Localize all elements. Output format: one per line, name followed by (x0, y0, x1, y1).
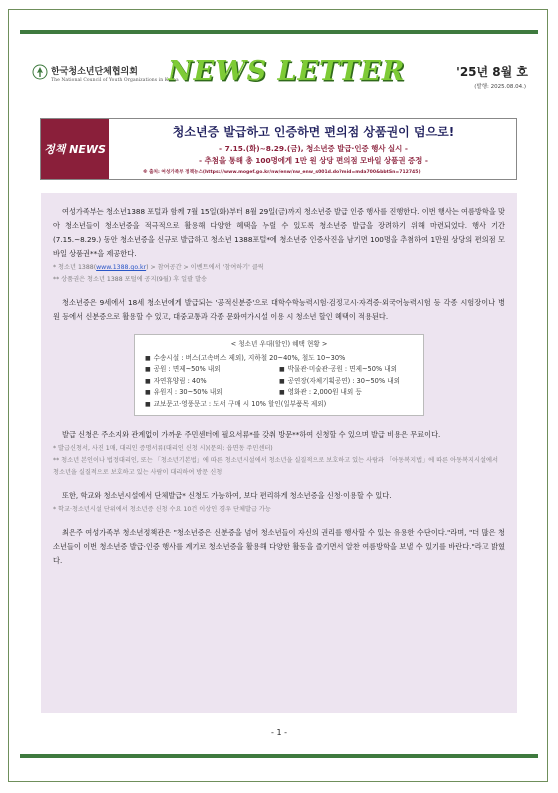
paragraph-3: 발급 신청은 주소지와 관계없이 가까운 주민센터에 필요서류*를 갖춰 방문**하여 신청할 수 있으며 발급 비용은 무료이다. (62, 430, 441, 439)
headline-main: 청소년증 발급하고 인증하면 편의점 상품권이 덤으로! (172, 125, 455, 139)
headline-text (109, 119, 516, 179)
org-name-ko: 한국청소년단체협의회 (51, 67, 138, 77)
portal-link[interactable]: www.1388.go.kr (96, 264, 147, 271)
bullet-square-icon: ■ (145, 400, 151, 408)
bullet-square-icon: ■ (279, 389, 285, 396)
bullet-square-icon: ■ (279, 377, 285, 385)
bullet-square-icon: ■ (145, 377, 151, 385)
benefit-forest: 자연휴양림 : 40% (153, 376, 207, 385)
benefit-bookstore: 교보문고·영풍문고 : 도서 구매 시 10% 할인(일부품목 제외) (153, 399, 327, 408)
benefit-theater: 공연장(자체기획공연) : 30~50% 내외 (287, 376, 400, 385)
benefit-museum: 박물관·미술관·공원 : 면제~50% 내외 (287, 365, 397, 373)
newsletter-title: NEWS LETTER (168, 56, 406, 87)
bullet-square-icon: ■ (145, 389, 151, 396)
paragraph-2: 청소년증은 9세에서 18세 청소년에게 발급되는 '공적신분증'으로 대학수학능력시험·검정고시·자격증·외국어능력시험 등 각종 시험장이나 병원 등에서 신분증으로 활용할 수 있고, 대중교통과 각종 문화여가시설 이용 시 청소년 할인 혜택이 적용된다. (53, 298, 505, 321)
note-3: * 발급신청서, 사진 1매, 대리인 증명서류(대리인 신청 시)(문의: 읍면동 주민센터) (53, 445, 273, 452)
paragraph-4: 또한, 학교와 청소년시설에서 단체발급* 신청도 가능하여, 보다 편리하게 청소년증을 신청·이용할 수 있다. (62, 491, 392, 500)
note-1-prefix: * 청소년 1388( (53, 264, 97, 271)
bullet-square-icon: ■ (279, 366, 285, 373)
note-4: ** 청소년 본인이나 법정대리인, 또는 「청소년기본법」에 따른 청소년시설에서 청소년을 실질적으로 보호하고 있는 사람과 「아동복지법」에 따른 아동복지시설에서 청소년을 실질적으로 보호하고 있는 사람이 대리하여 방문 신청 (53, 457, 498, 476)
org-logo-icon (32, 64, 48, 80)
benefit-amusement: 유원지 : 30~50% 내외 (153, 388, 223, 396)
issue-date: (발행: 2025.08.04.) (474, 84, 526, 90)
note-1 (53, 262, 505, 274)
bottom-divider (20, 754, 538, 758)
headline-sub-2: - 추첨을 통해 총 100명에게 1만 원 상당 편의점 모바일 상품권 증정 - (199, 156, 428, 165)
page-number: - 1 - (271, 728, 287, 737)
paragraph-1: 여성가족부는 청소년1388 포털과 함께 7월 15일(화)부터 8월 29일(금)까지 청소년증 발급 인증 행사를 진행한다. 이번 행사는 여름방학을 맞아 청소년들이 청소년증을 적극적으로 활용해 다양한 혜택을 누릴 수 있도록 청소년증 발급을 장려하기 위해 마련되었다. 행사 기간(7.15.~8.29.) 동안 청소년증을 신규로 발급하고 청소년 1388포털*에 청소년증 인증사진을 남기면 100명을 추첨하여 1만원 상당의 편의점 모바일 상품권**을 제공한다. (53, 207, 505, 258)
top-divider (20, 30, 538, 34)
paragraph-5: 최은주 여성가족부 청소년정책관은 "청소년증은 신분증을 넘어 청소년들이 자신의 권리를 행사할 수 있는 유용한 수단이다."라며, "더 많은 청소년들이 이번 청소년증 발급·인증 행사를 계기로 청소년증을 활용해 다양한 활동을 즐기면서 알찬 여름방학을 보낼 수 있기를 바란다."라고 밝혔다. (53, 528, 505, 565)
headline-source[interactable]: ※ 출처: 여성가족부 정책뉴스(https://www.mogef.go.kr/nw/enw/nw_enw_s001d.do?mid=mda700&bbtSn=712745) (143, 170, 421, 175)
org-name-en: The National Council of Youth Organizations in Korea (51, 78, 179, 83)
policy-news-tag: 정책 NEWS (41, 119, 109, 179)
bullet-square-icon: ■ (145, 366, 151, 373)
headline-sub-1: - 7.15.(화)~8.29.(금), 청소년증 발급·인증 행사 실시 - (219, 144, 408, 153)
article-body (41, 193, 517, 713)
benefit-cinema: 영화관 : 2,000원 내외 등 (287, 388, 362, 396)
benefit-table (134, 334, 424, 416)
issue-label: '25년 8월 호 (456, 65, 528, 79)
note-2: ** 상품권은 청소년 1388 포털에 공지(9월) 후 일괄 발송 (53, 276, 208, 283)
benefit-park: 공원 : 면제~50% 내외 (153, 365, 221, 373)
benefit-transport: 수송시설 : 버스(고속버스 제외), 지하철 20~40%, 철도 10~30% (153, 353, 346, 362)
note-1-suffix: ) > 참여공간 > 이벤트에서 '참여하기' 클릭 (146, 264, 264, 271)
note-5: * 학교·청소년시설 단위에서 청소년증 신청 수요 10건 이상인 경우 단체발급 가능 (53, 506, 271, 513)
benefit-title: < 청소년 우대(할인) 혜택 현황 > (230, 340, 328, 348)
headline-box (40, 118, 517, 180)
bullet-square-icon: ■ (145, 354, 151, 362)
